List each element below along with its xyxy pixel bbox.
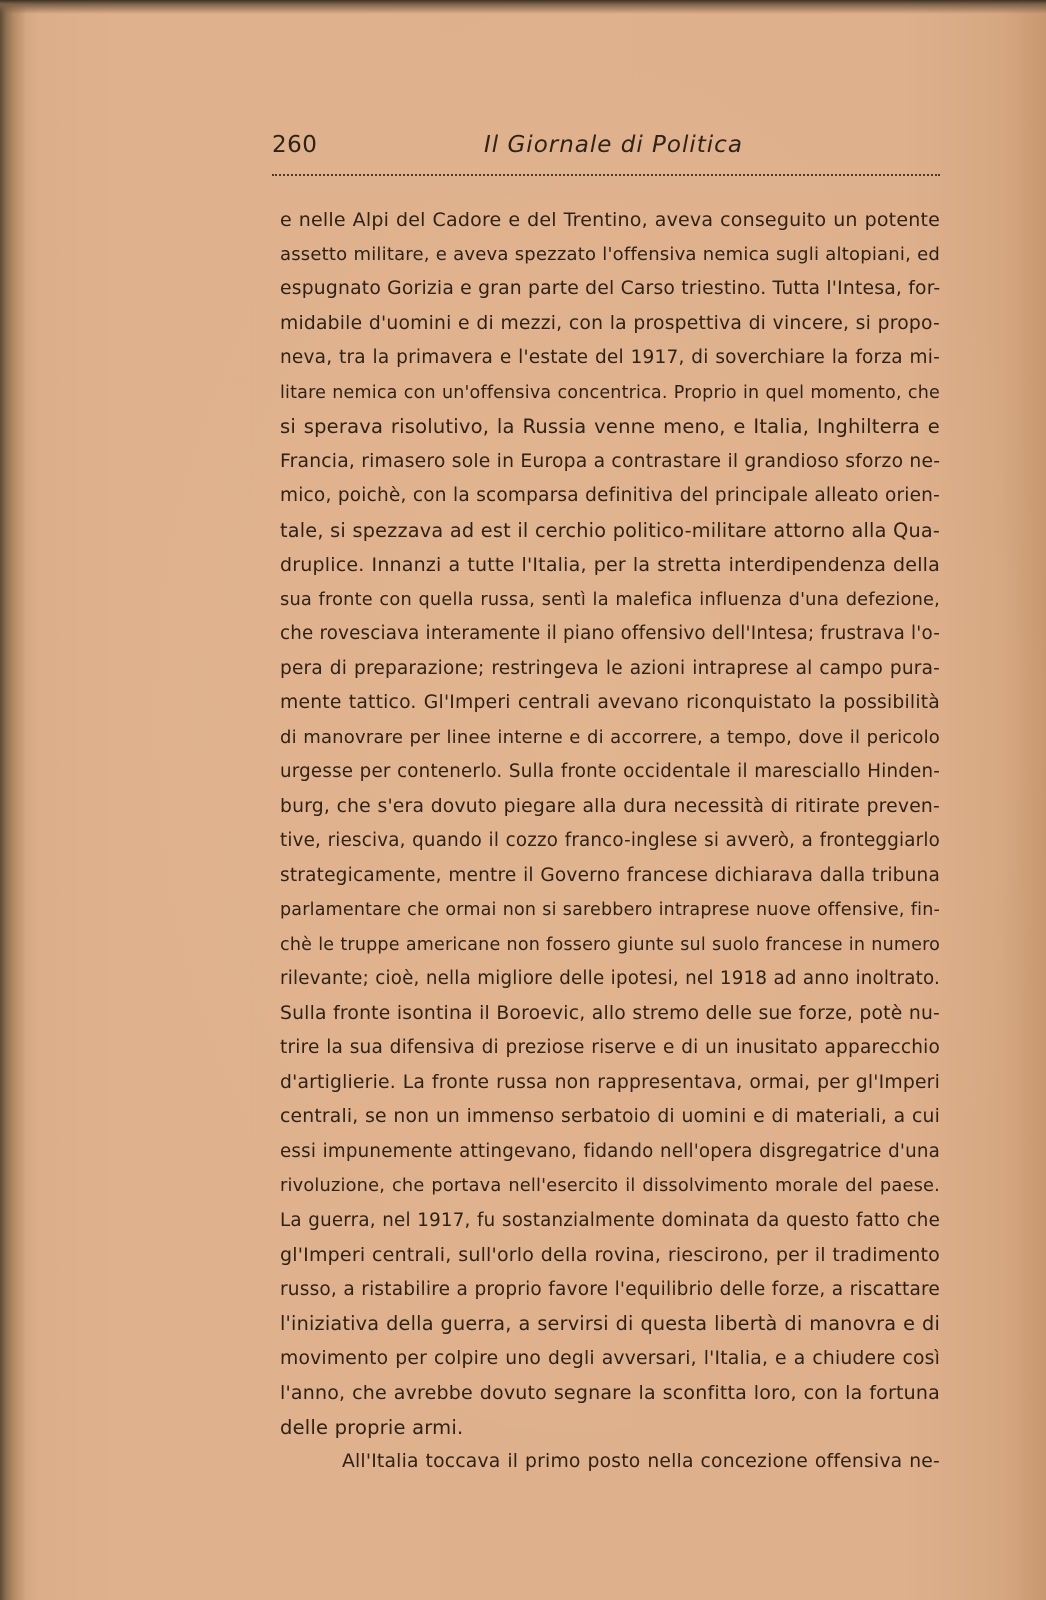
text-line: sua fronte con quella russa, sentì la malefica influenza d'una defezione, [280, 589, 940, 610]
text-line: chè le truppe americane non fossero giunte sul suolo francese in numero [280, 934, 940, 955]
text-line: strategicamente, mentre il Governo francese dichiarava dalla tribuna [280, 864, 940, 886]
text-line: urgesse per contenerlo. Sulla fronte occidentale il maresciallo Hinden- [280, 761, 940, 782]
text-line: tale, si spezzava ad est il cerchio politico-militare attorno alla Qua- [280, 518, 940, 542]
text-line: centrali, se non un immenso serbatoio di uomini e di materiali, a cui [280, 1106, 940, 1127]
text-line: druplice. Innanzi a tutte l'Italia, per la stretta interdipendenza della [280, 554, 940, 576]
text-line: essi impunemente attingevano, fidando nell'opera disgregatrice d'una [280, 1140, 940, 1162]
text-line: russo, a ristabilire a proprio favore l'equilibrio delle forze, a riscattare [280, 1278, 940, 1300]
text-line: d'artiglierie. La fronte russa non rappresentava, ormai, per gl'Imperi [280, 1071, 940, 1093]
text-line: tive, riesciva, quando il cozzo franco-inglese si avverò, a fronteggiarlo [280, 830, 940, 851]
text-line-paragraph-end: delle proprie armi. [280, 1415, 464, 1439]
text-line: Sulla fronte isontina il Boroevic, allo stremo delle sue forze, potè nu- [280, 1002, 940, 1024]
text-line: movimento per colpire uno degli avversari, l'Italia, e a chiudere così [280, 1347, 940, 1369]
text-line: La guerra, nel 1917, fu sostanzialmente dominata da questo fatto che [280, 1209, 940, 1231]
text-line: burg, che s'era dovuto piegare alla dura necessità di ritirate preven- [280, 795, 940, 817]
text-line: che rovesciava interamente il piano offensivo dell'Intesa; frustrava l'o- [280, 623, 940, 644]
text-line: mente tattico. Gl'Imperi centrali avevano riconquistato la possibilità [280, 692, 940, 713]
text-line: assetto militare, e aveva spezzato l'offensiva nemica sugli altopiani, ed [280, 243, 940, 265]
text-line: rilevante; cioè, nella migliore delle ipotesi, nel 1918 ad anno inoltrato. [280, 968, 940, 989]
page-top-shadow [0, 0, 1046, 14]
text-line: parlamentare che ormai non si sarebbero intraprese nuove offensive, fin- [280, 900, 940, 920]
text-line: l'anno, che avrebbe dovuto segnare la sconfitta loro, con la fortuna [280, 1382, 940, 1404]
text-line-paragraph-start: All'Italia toccava il primo posto nella concezione offensiva ne- [342, 1451, 940, 1472]
text-line: l'iniziativa della guerra, a servirsi di questa libertà di manovra e di [280, 1312, 940, 1335]
text-line: rivoluzione, che portava nell'esercito il dissolvimento morale del paese. [280, 1176, 940, 1196]
text-line: espugnato Gorizia e gran parte del Carso triestino. Tutta l'Intesa, for- [280, 278, 941, 299]
text-line: midabile d'uomini e di mezzi, con la prospettiva di vincere, si propo- [280, 312, 940, 334]
running-title: Il Giornale di Politica [484, 132, 743, 158]
page-number: 260 [272, 132, 318, 158]
text-line: trire la sua difensiva di preziose riserve e di un inusitato apparecchio [280, 1037, 940, 1058]
page-binding-shadow [0, 0, 26, 1600]
page-header [272, 132, 940, 172]
text-line: e nelle Alpi del Cadore e del Trentino, aveva conseguito un potente [280, 209, 940, 231]
text-line: di manovrare per linee interne e di accorrere, a tempo, dove il pericolo [280, 726, 940, 748]
text-line: litare nemica con un'offensiva concentrica. Proprio in quel momento, che [280, 382, 940, 403]
text-line: Francia, rimasero sole in Europa a contrastare il grandioso sforzo ne- [280, 450, 941, 472]
text-line: mico, poichè, con la scomparsa definitiva del principale alleato orien- [280, 485, 940, 506]
text-line: gl'Imperi centrali, sull'orlo della rovina, riescirono, per il tradimento [280, 1244, 940, 1266]
body-text [280, 203, 940, 1480]
text-line: pera di preparazione; restringeva le azioni intraprese al campo pura- [280, 657, 940, 679]
header-dotted-rule [272, 174, 940, 176]
text-line: neva, tra la primavera e l'estate del 1917, di soverchiare la forza mi- [280, 347, 940, 368]
text-line: si sperava risolutivo, la Russia venne meno, e Italia, Inghilterra e [280, 415, 940, 438]
